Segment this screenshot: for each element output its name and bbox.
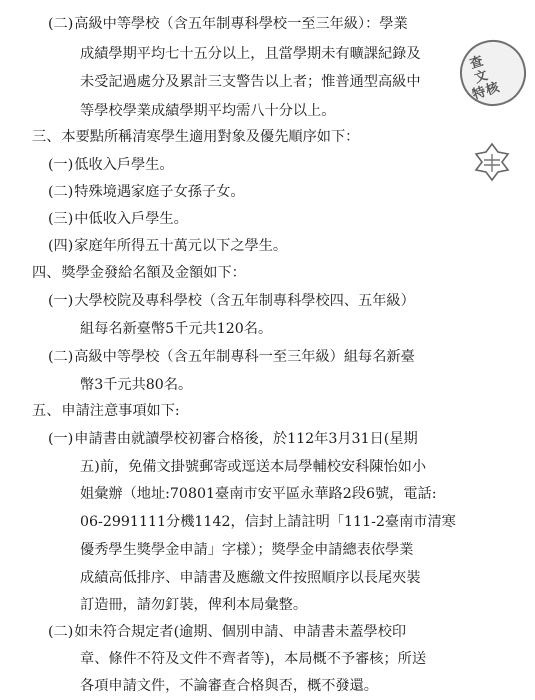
text-line: 五)前，免備文掛號郵寄或逕送本局學輔校安科陳怡如小: [80, 459, 427, 475]
seal-mark-icon: [472, 142, 512, 182]
text-line: 組每名新臺幣5千元共120名。: [80, 321, 273, 337]
seal-stamp: 查 文 特核: [451, 31, 534, 114]
text-line: 06-2991111分機1142，信封上請註明「111-2臺南市清寒: [80, 514, 456, 530]
list-item: (三)中低收入戶學生。: [48, 211, 188, 227]
text-line: (二)高級中等學校（含五年制專科學校一至三年級）：學業: [48, 16, 408, 32]
section-heading: 三、本要點所稱清寒學生適用對象及優先順序如下：: [32, 129, 360, 145]
text-line: 優秀學生獎學金申請」字樣）；獎學金申請總表依學業: [80, 542, 414, 558]
list-item: (二)高級中等學校（含五年制專科一至三年級）組每名新臺: [48, 349, 415, 365]
list-item: (一)申請書由就讀學校初審合格後，於112年3月31日(星期: [48, 431, 418, 447]
list-item: (二)如未符合規定者(逾期、個別申請、申請書未蓋學校印: [48, 624, 407, 640]
section-heading: 五、申請注意事項如下:: [32, 403, 180, 419]
list-item: (一)大學校院及專科學校（含五年制專科學校四、五年級）: [48, 293, 415, 309]
text-line: 幣3千元共80名。: [80, 377, 193, 393]
section-heading: 四、獎學金發給名額及金額如下：: [32, 265, 246, 281]
text-line: 等學校學業成績學期平均需八十分以上。: [80, 103, 336, 119]
text-line: 訂造冊，請勿釘裝，俾利本局彙整。: [80, 597, 308, 613]
text-line: 成績高低排序、申請書及應繳文件按照順序以長尾夾裝: [80, 570, 421, 586]
list-item: (一)低收入戶學生。: [48, 157, 174, 173]
list-item: (二)特殊境遇家庭子女孫子女。: [48, 184, 245, 200]
text-line: 姐彙辦（地址:70801臺南市安平區永華路2段6號，電話:: [80, 486, 437, 502]
list-item: (四)家庭年所得五十萬元以下之學生。: [48, 238, 288, 254]
text-line: 未受記過處分及累計三支警告以上者；惟普通型高級中: [80, 74, 421, 90]
text-line: 各項申請文件，不論審查合格與否，概不發還。: [80, 678, 378, 694]
text-line: 章、條件不符及文件不齊者等)，本局概不予審核；所送: [80, 651, 427, 667]
text-line: 成績學期平均七十五分以上，且當學期未有曠課紀錄及: [80, 46, 421, 62]
